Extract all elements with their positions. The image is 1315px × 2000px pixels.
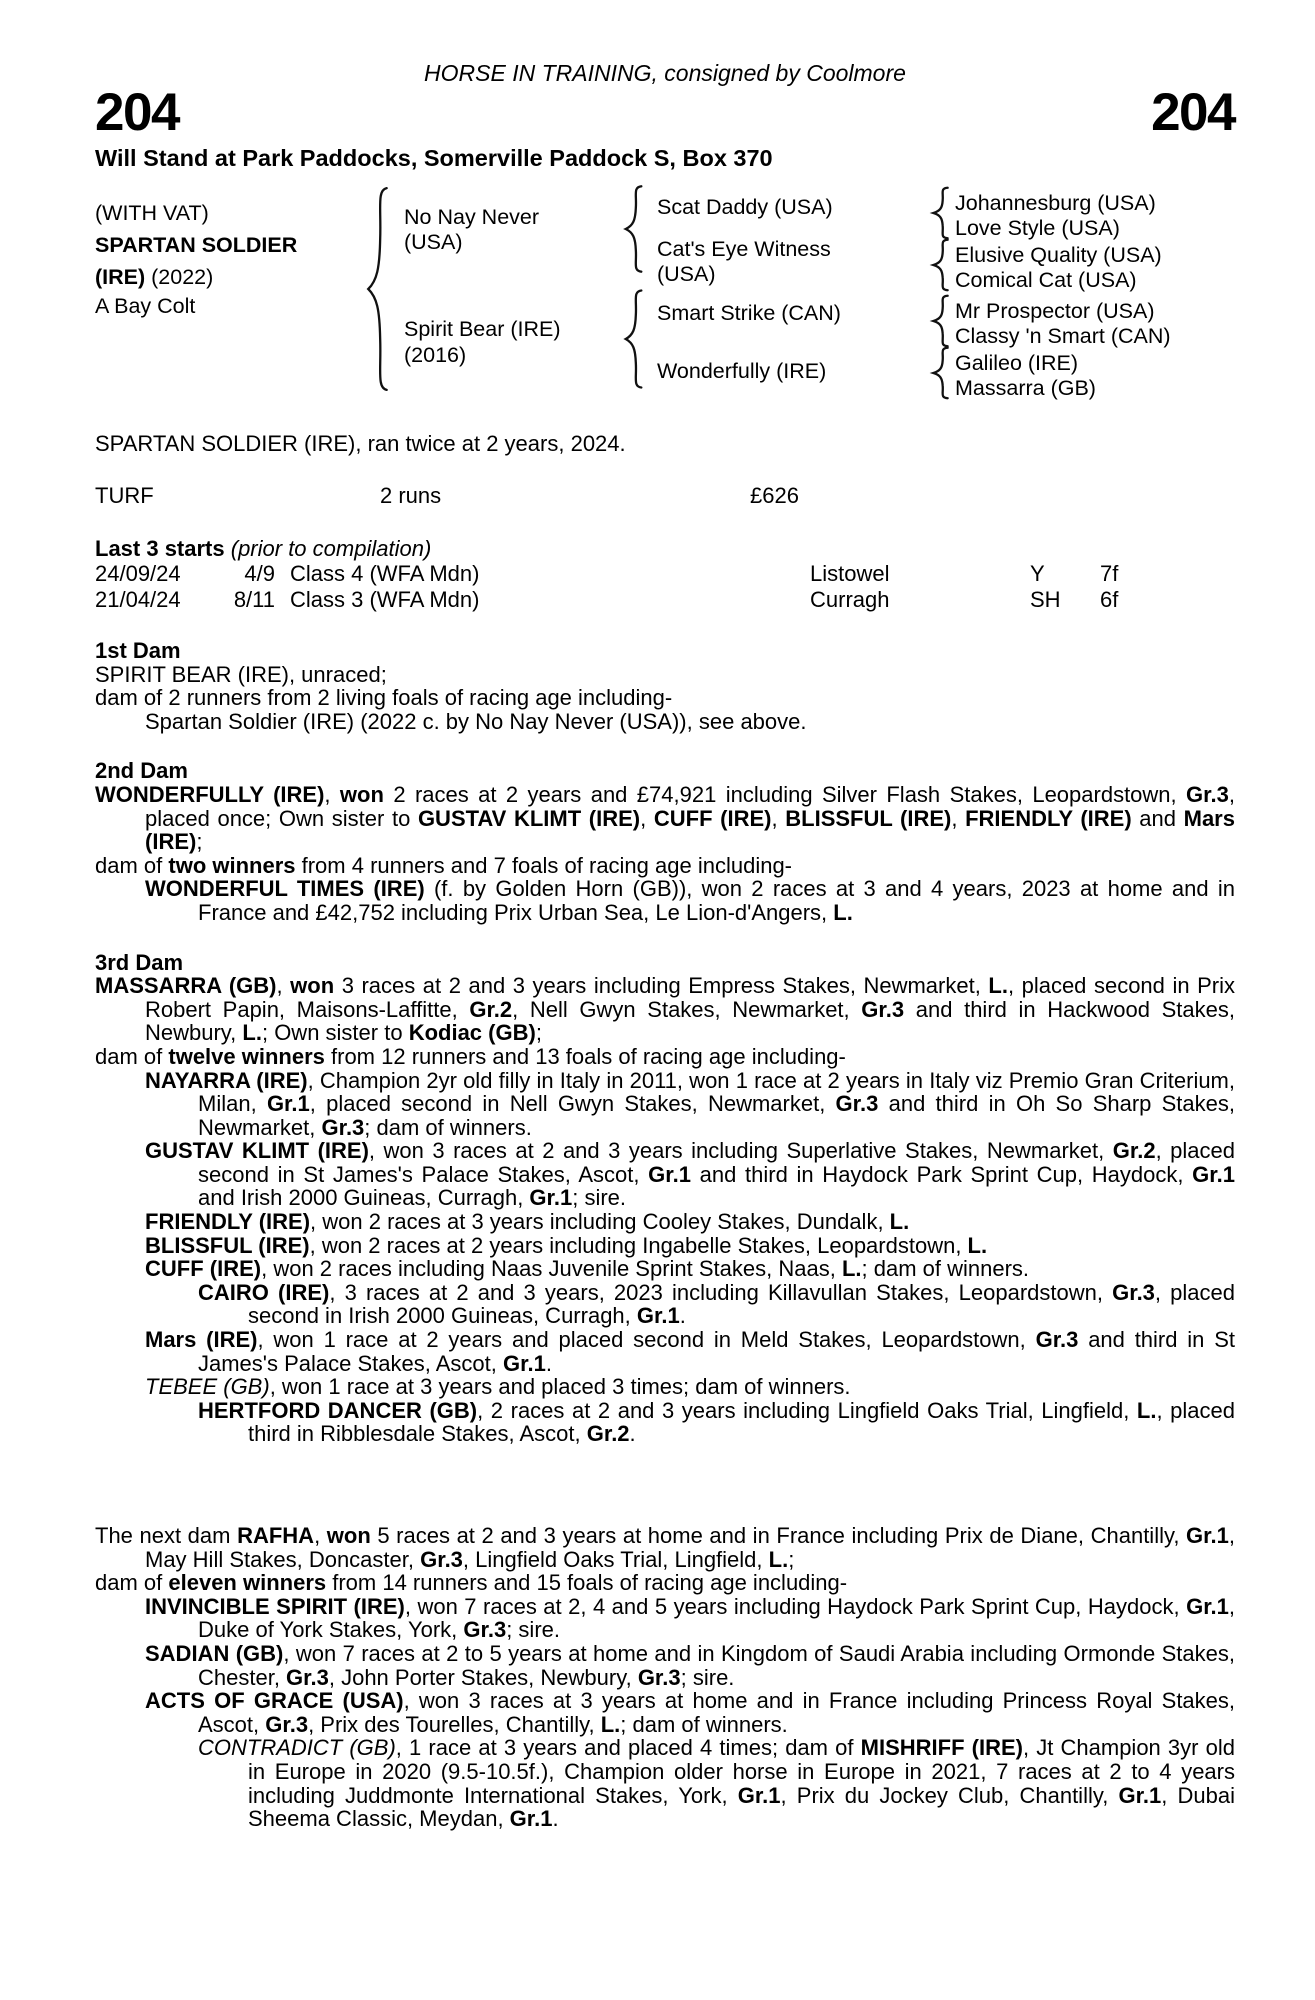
lot-number-left: 204: [95, 83, 179, 142]
dam-section: [95, 639, 1235, 733]
start-course: Listowel: [810, 561, 890, 586]
start-pos: 8/11: [233, 587, 275, 612]
grandparent-name: Smart Strike (CAN): [657, 301, 841, 325]
race-summary-line: SPARTAN SOLDIER (IRE), ran twice at 2 years, 2024.: [95, 431, 626, 456]
pedigree-paragraph: BLISSFUL (IRE), won 2 races at 2 years including Ingabelle Stakes, Leopardstown, L.: [145, 1232, 988, 1258]
pedigree-paragraph: MASSARRA (GB), won 3 races at 2 and 3 years including Empress Stakes, Newmarket, L., placed second in Prix Robert Papin, Maisons-Laffitte, Gr.2, Nell Gwyn Stakes, Newmarket, Gr.3 and third in Hackwood Stakes, Newbury, L.; Own sister to Kodiac (GB);: [95, 973, 1235, 1046]
sire-name-line2: (USA): [404, 230, 463, 254]
pedigree-paragraph: ACTS OF GRACE (USA), won 3 races at 3 years at home and in France including Princess Royal Stakes, Ascot, Gr.3, Prix des Tourelles, Chantilly, L.; dam of winners.: [145, 1688, 1236, 1737]
pedigree-brace-gg4: [931, 347, 951, 399]
start-date: 24/09/24: [95, 561, 181, 586]
earnings-value: £626: [750, 483, 799, 508]
lot-number-row: [95, 83, 1235, 142]
dam-section: [95, 951, 1235, 1446]
pedigree-brace-main: [365, 185, 391, 393]
pedigree-paragraph: TEBEE (GB), won 1 race at 3 years and placed 3 times; dam of winners.: [145, 1374, 851, 1400]
start-going: Y: [1030, 561, 1045, 586]
start-dist: 7f: [1100, 561, 1119, 586]
pedigree-paragraph: CUFF (IRE), won 2 races including Naas Juvenile Sprint Stakes, Naas, L.; dam of winners.: [145, 1256, 1030, 1282]
pedigree-brace-dam: [623, 289, 645, 389]
pedigree-paragraph: SADIAN (GB), won 7 races at 2 to 5 years at home and in Kingdom of Saudi Arabia including Ormonde Stakes, Chester, Gr.3, John Porter Stakes, Newbury, Gr.3; sire.: [145, 1640, 1235, 1690]
stand-location-line: Will Stand at Park Paddocks, Somerville Paddock S, Box 370: [95, 145, 773, 171]
pedigree-paragraph: dam of eleven winners from 14 runners and 15 foals of racing age including-: [95, 1570, 848, 1596]
great-grandparent-name: Comical Cat (USA): [955, 268, 1137, 292]
horse-year: (2022): [145, 265, 214, 289]
pedigree-brace-gg3: [931, 295, 951, 347]
last-starts-table: [95, 561, 1235, 613]
grandparent-name: (USA): [657, 262, 716, 286]
pedigree-paragraph: Spartan Soldier (IRE) (2022 c. by No Nay Never (USA)), see above.: [145, 708, 807, 734]
grandparent-name: Scat Daddy (USA): [657, 195, 833, 219]
pedigree-paragraph: dam of 2 runners from 2 living foals of racing age including-: [95, 685, 673, 711]
start-going: SH: [1030, 587, 1061, 612]
horse-description: A Bay Colt: [95, 294, 196, 318]
vat-note: (WITH VAT): [95, 201, 209, 225]
pedigree-paragraph: WONDERFUL TIMES (IRE) (f. by Golden Horn (GB)), won 2 races at 3 and 4 years, 2023 at home and in France and £42,752 including Prix Urban Sea, Le Lion-d'Angers, L.: [145, 876, 1235, 925]
dam-name-line2: (2016): [404, 343, 467, 367]
consignor-header: HORSE IN TRAINING, consigned by Coolmore: [424, 60, 906, 86]
pedigree-paragraph: dam of twelve winners from 12 runners and 13 foals of racing age including-: [95, 1043, 846, 1069]
race-start-row: [95, 561, 1235, 587]
great-grandparent-name: Mr Prospector (USA): [955, 299, 1155, 323]
great-grandparent-name: Johannesburg (USA): [955, 191, 1156, 215]
pedigree-paragraph: NAYARRA (IRE), Champion 2yr old filly in Italy in 2011, won 1 race at 2 years in Italy viz Premio Gran Criterium, Milan, Gr.1, placed second in Nell Gwyn Stakes, Newmarket, Gr.3 and third in Oh So Sharp Stakes, Newmarket, Gr.3; dam of winners.: [145, 1067, 1236, 1140]
pedigree-paragraph: SPIRIT BEAR (IRE), unraced;: [95, 661, 387, 687]
pedigree-chart: [95, 183, 1235, 398]
dam-section-heading: 1st Dam: [95, 638, 181, 663]
dam-section-heading: 3rd Dam: [95, 949, 184, 975]
surface-earnings-row: [95, 484, 1235, 508]
surface-label: TURF: [95, 483, 154, 508]
lot-number-right: 204: [1151, 83, 1235, 142]
dam-section: [95, 759, 1235, 924]
pedigree-brace-gg1: [931, 187, 951, 239]
great-grandparent-name: Classy 'n Smart (CAN): [955, 324, 1171, 348]
start-race: Class 4 (WFA Mdn): [290, 561, 480, 586]
pedigree-paragraph: The next dam RAFHA, won 5 races at 2 and 3 years at home and in France including Prix de Diane, Chantilly, Gr.1, May Hill Stakes, Doncaster, Gr.3, Lingfield Oaks Trial, Lingfield, L.;: [95, 1523, 1235, 1572]
pedigree-brace-gg2: [931, 239, 951, 291]
pedigree-paragraph: HERTFORD DANCER (GB), 2 races at 2 and 3 years including Lingfield Oaks Trial, Lingfield, L., placed third in Ribblesdale Stakes, Ascot, Gr.2.: [198, 1397, 1235, 1447]
pedigree-paragraph: CAIRO (IRE), 3 races at 2 and 3 years, 2023 including Killavullan Stakes, Leopardstown, Gr.3, placed second in Irish 2000 Guineas, Curragh, Gr.1.: [198, 1279, 1235, 1329]
great-grandparent-name: Love Style (USA): [955, 216, 1120, 240]
runs-count: 2 runs: [380, 483, 442, 508]
dam-sections: [95, 639, 1235, 1831]
pedigree-paragraph: WONDERFULLY (IRE), won 2 races at 2 years and £74,921 including Silver Flash Stakes, Leopardstown, Gr.3, placed once; Own sister to GUSTAV KLIMT (IRE), CUFF (IRE), BLISSFUL (IRE), FRIENDLY (IRE) and Mars (IRE);: [95, 781, 1235, 855]
dam-section: [95, 1524, 1235, 1831]
pedigree-paragraph: Mars (IRE), won 1 race at 2 years and placed second in Meld Stakes, Leopardstown, Gr.3 and third in St James's Palace Stakes, Ascot, Gr.1.: [145, 1327, 1236, 1376]
start-date: 21/04/24: [95, 587, 181, 612]
great-grandparent-name: Massarra (GB): [955, 376, 1096, 400]
start-pos: 4/9: [244, 561, 275, 586]
pedigree-brace-sire: [623, 185, 645, 273]
horse-suffix: (IRE): [95, 265, 146, 289]
grandparent-name: Cat's Eye Witness: [657, 237, 831, 261]
pedigree-paragraph: GUSTAV KLIMT (IRE), won 3 races at 2 and 3 years including Superlative Stakes, Newmarket, Gr.2, placed second in St James's Palace Stakes, Ascot, Gr.1 and third in Haydock Park Sprint Cup, Haydock, Gr.1 and Irish 2000 Guineas, Curragh, Gr.1; sire.: [145, 1138, 1235, 1211]
sire-name-line1: No Nay Never: [404, 205, 540, 229]
pedigree-paragraph: INVINCIBLE SPIRIT (IRE), won 7 races at 2, 4 and 5 years including Haydock Park Sprint Cup, Haydock, Gr.1, Duke of York Stakes, York, Gr.3; sire.: [145, 1593, 1236, 1643]
last-starts-note: (prior to compilation): [230, 536, 432, 561]
dam-name-line1: Spirit Bear (IRE): [404, 317, 561, 341]
last-starts-heading: [95, 536, 1235, 561]
start-course: Curragh: [810, 587, 890, 612]
pedigree-paragraph: dam of two winners from 4 runners and 7 foals of racing age including-: [95, 852, 793, 878]
dam-section-heading: 2nd Dam: [95, 758, 188, 784]
last-starts-label: Last 3 starts: [95, 536, 225, 561]
start-race: Class 3 (WFA Mdn): [290, 587, 480, 612]
race-start-row: [95, 587, 1235, 613]
great-grandparent-name: Galileo (IRE): [955, 351, 1079, 375]
pedigree-paragraph: CONTRADICT (GB), 1 race at 3 years and placed 4 times; dam of MISHRIFF (IRE), Jt Champion 3yr old in Europe in 2020 (9.5-10.5f.), Champion older horse in Europe in 2021, 7 races at 2 to 4 years including Juddmonte International Stakes, York, Gr.1, Prix du Jockey Club, Chantilly, Gr.1, Dubai Sheema Classic, Meydan, Gr.1.: [198, 1735, 1235, 1832]
horse-name-line2: [95, 265, 213, 289]
pedigree-paragraph: FRIENDLY (IRE), won 2 races at 3 years including Cooley Stakes, Dundalk, L.: [145, 1209, 910, 1235]
grandparent-name: Wonderfully (IRE): [657, 359, 827, 383]
horse-name-line1: SPARTAN SOLDIER: [95, 233, 298, 257]
great-grandparent-name: Elusive Quality (USA): [955, 243, 1162, 267]
start-dist: 6f: [1100, 587, 1119, 612]
